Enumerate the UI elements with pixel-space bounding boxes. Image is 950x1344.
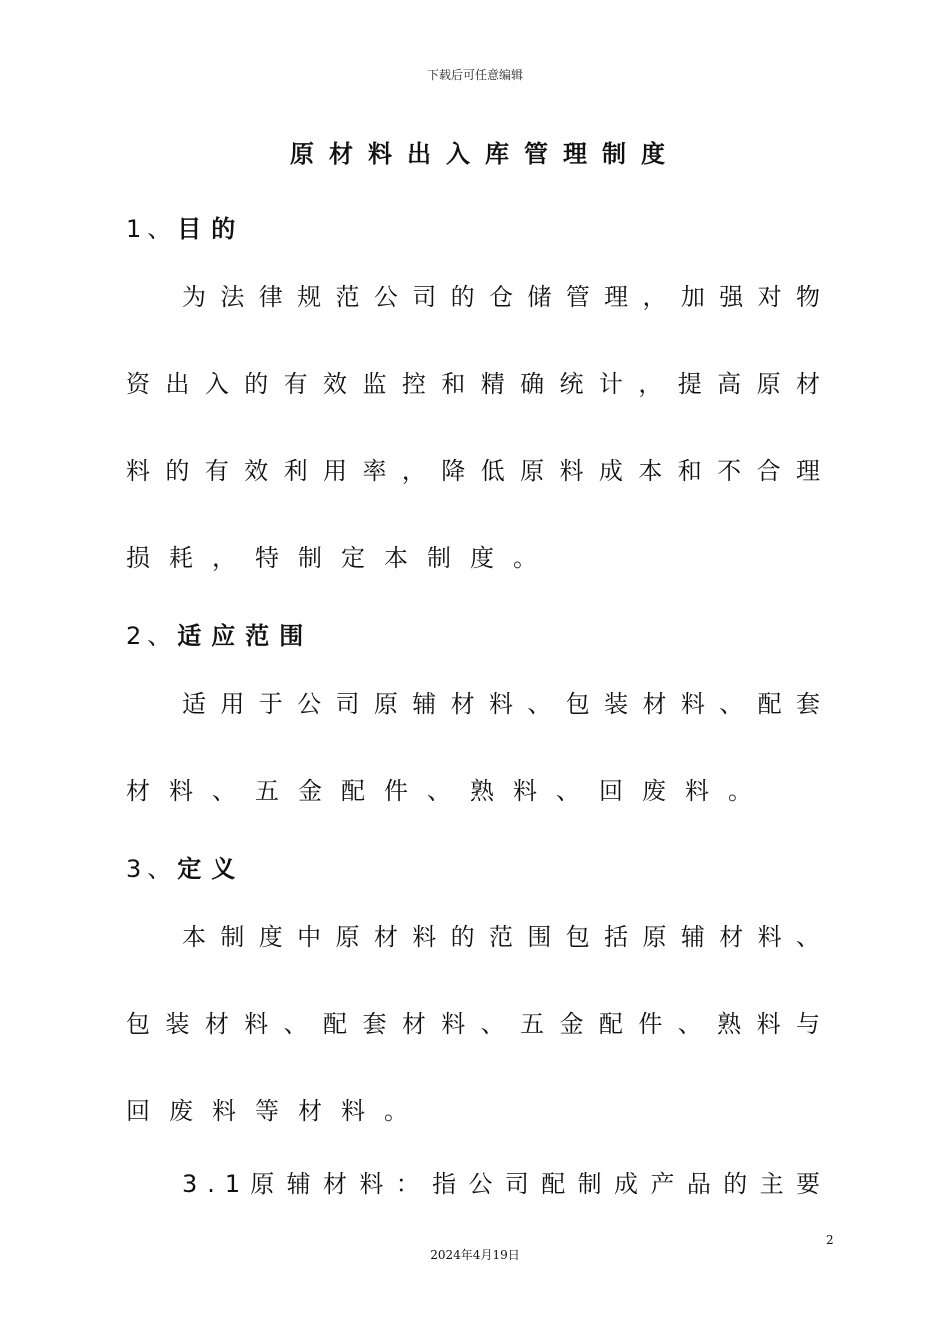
section-title: 目的 [177,215,246,243]
paragraph-line: 料 的 有 效 利 用 率 ， 降 低 原 料 成 本 和 不 合 理 [126,457,820,485]
footer-date: 2024年4月19日 [430,1248,520,1262]
paragraph-line: 材料、五金配件、熟料、回废料。 [126,777,771,805]
section-title: 定义 [177,855,246,883]
paragraph-line: 包 装 材 料 、 配 套 材 料 、 五 金 配 件 、 熟 料 与 [126,1010,820,1038]
section-heading-1 [126,209,245,244]
section-number: 1、 [126,215,178,243]
paragraph-line: 回废料等材料。 [126,1097,427,1125]
section-heading-3 [126,849,245,884]
section-number: 3、 [126,855,178,883]
section-title: 适应范围 [177,622,314,650]
section-heading-2 [126,616,313,651]
paragraph-line: 3 . 1 原 辅 材 料 ： 指 公 司 配 制 成 产 品 的 主 要 [182,1170,820,1198]
header-note: 下载后可任意编辑 [426,68,523,82]
paragraph-line: 损耗，特制定本制度。 [126,544,556,572]
paragraph-line: 为 法 律 规 范 公 司 的 仓 储 管 理 ， 加 强 对 物 [182,283,820,311]
page-number: 2 [826,1233,834,1247]
paragraph-line: 本 制 度 中 原 材 料 的 范 围 包 括 原 辅 材 料 、 [182,923,820,951]
document-title: 原材料出入库管理制度 [290,140,680,168]
paragraph-line: 资 出 入 的 有 效 监 控 和 精 确 统 计 ， 提 高 原 材 [126,370,820,398]
section-number: 2、 [126,622,178,650]
paragraph-line: 适 用 于 公 司 原 辅 材 料 、 包 装 材 料 、 配 套 [182,690,820,718]
